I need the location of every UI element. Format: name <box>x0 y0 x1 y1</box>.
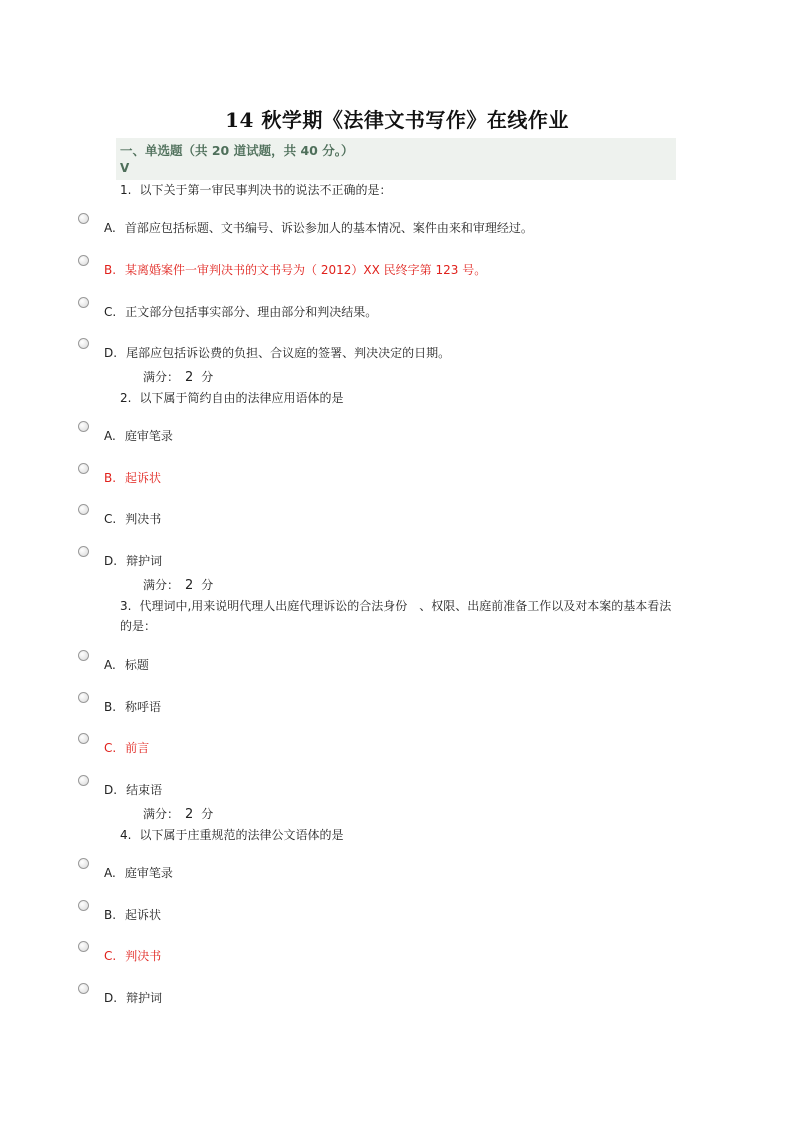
question-1 <box>120 180 391 200</box>
option-label: 辩护词 <box>126 554 163 568</box>
score-line: 满分： 2 分 <box>143 807 214 822</box>
radio-button[interactable] <box>78 941 89 952</box>
option-label: 正文部分包括事实部分、理由部分和判决结果。 <box>125 305 378 319</box>
option-label: 首部应包括标题、文书编号、诉讼参加人的基本情况、案件由来和审理经过。 <box>124 221 533 235</box>
radio-button[interactable] <box>78 546 89 557</box>
radio-button[interactable] <box>78 733 89 744</box>
question-number: 2. <box>120 391 132 405</box>
radio-button[interactable] <box>78 338 89 349</box>
option-label: 结束语 <box>126 783 163 797</box>
option-label: 判决书 <box>125 949 162 963</box>
option-label: 某离婚案件一审判决书的文书号为（ 2012）XX 民终字第 123 号。 <box>125 263 487 277</box>
section-header <box>116 138 676 180</box>
question-text: 代理词中,用来说明代理人出庭代理诉讼的合法身份 、权限、出庭前准备工作以及对本案的基本看法的是： <box>120 599 672 633</box>
radio-button[interactable] <box>78 775 89 786</box>
radio-button[interactable] <box>78 983 89 994</box>
page-title: 14 秋学期《法律文书写作》在线作业 <box>225 108 569 132</box>
radio-button[interactable] <box>78 650 89 661</box>
question-3 <box>120 596 675 636</box>
option-label: 标题 <box>124 658 149 672</box>
question-text: 以下属于简约自由的法律应用语体的是 <box>139 391 344 405</box>
question-2 <box>120 388 343 408</box>
radio-button[interactable] <box>78 504 89 515</box>
radio-button[interactable] <box>78 858 89 869</box>
option-label: 判决书 <box>125 512 162 526</box>
question-number: 3. <box>120 599 132 613</box>
option-label: 辩护词 <box>126 991 163 1005</box>
score-line: 满分： 2 分 <box>143 578 214 593</box>
question-text: 以下关于第一审民事判决书的说法不正确的是： <box>139 183 392 197</box>
option-label: 庭审笔录 <box>124 429 173 443</box>
radio-button[interactable] <box>78 255 89 266</box>
radio-button[interactable] <box>78 213 89 224</box>
question-4 <box>120 825 343 845</box>
section-title: 一、单选题（共 20 道试题，共 40 分。） <box>120 143 354 158</box>
option-label: 起诉状 <box>125 908 162 922</box>
option-label: 前言 <box>125 741 150 755</box>
option-label: 庭审笔录 <box>124 866 173 880</box>
question-number: 4. <box>120 828 132 842</box>
option-label: 称呼语 <box>125 700 162 714</box>
section-marker: V <box>120 161 130 175</box>
score-line: 满分： 2 分 <box>143 370 214 385</box>
radio-button[interactable] <box>78 297 89 308</box>
question-number: 1. <box>120 183 132 197</box>
radio-button[interactable] <box>78 421 89 432</box>
option-label: 起诉状 <box>125 471 162 485</box>
radio-button[interactable] <box>78 900 89 911</box>
option-label: 尾部应包括诉讼费的负担、合议庭的签署、判决决定的日期。 <box>126 346 451 360</box>
radio-button[interactable] <box>78 463 89 474</box>
radio-button[interactable] <box>78 692 89 703</box>
question-text: 以下属于庄重规范的法律公文语体的是 <box>139 828 344 842</box>
